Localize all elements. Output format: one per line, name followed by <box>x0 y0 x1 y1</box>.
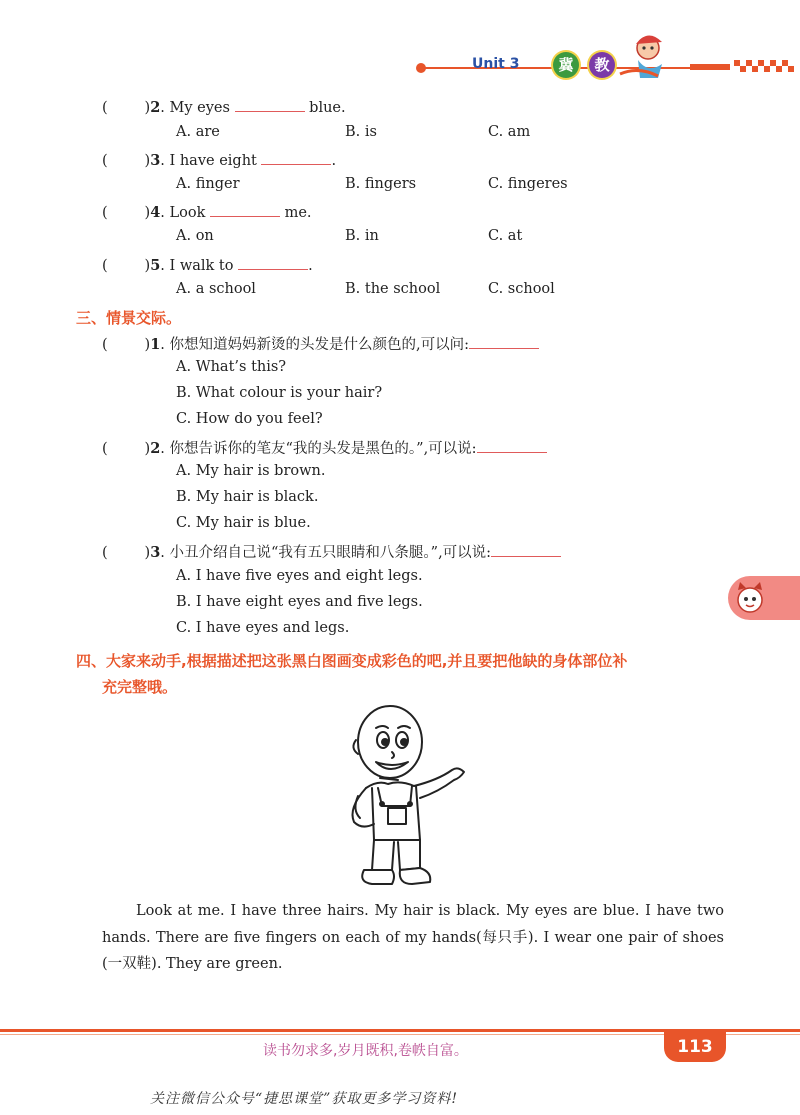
cat-face-icon <box>728 576 772 620</box>
option-b[interactable]: B. fingers <box>345 176 417 192</box>
answer-blank[interactable] <box>238 255 308 270</box>
option-c[interactable]: C. school <box>488 281 555 297</box>
answer-blank[interactable] <box>477 438 547 453</box>
section-4-title: 四、大家来动手,根据描述把这张黑白图画变成彩色的吧,并且要把他缺的身体部位补 <box>76 652 628 670</box>
option-c[interactable]: C. at <box>488 228 523 244</box>
option-b[interactable]: B. in <box>345 228 379 244</box>
wechat-note: 关注微信公众号“捷思课堂”获取更多学习资料! <box>150 1091 458 1107</box>
answer-blank[interactable] <box>235 97 305 112</box>
situation-question-1: ( )1. 你想知道妈妈新烫的头发是什么颜色的,可以问: <box>102 333 539 354</box>
option-c[interactable]: C. am <box>488 124 531 140</box>
question-4: ( )4. Look me. <box>102 204 312 221</box>
option-b[interactable]: B. the school <box>345 281 441 297</box>
header-checker-pattern <box>690 60 800 78</box>
cartoon-mascot-icon <box>618 30 688 82</box>
section-3-title: 三、情景交际。 <box>76 309 182 327</box>
option-b[interactable]: B. What colour is your hair? <box>176 385 383 401</box>
option-a[interactable]: A. My hair is brown. <box>176 463 326 479</box>
option-a[interactable]: A. finger <box>176 176 240 192</box>
boy-line-drawing <box>328 700 478 895</box>
footer-motto: 读书勿求多,岁月既积,卷帙自富。 <box>263 1043 468 1059</box>
option-a[interactable]: A. on <box>176 228 214 244</box>
unit-label: Unit 3 <box>472 56 520 72</box>
option-c[interactable]: C. I have eyes and legs. <box>176 620 350 636</box>
option-b[interactable]: B. I have eight eyes and five legs. <box>176 594 423 610</box>
option-c[interactable]: C. My hair is blue. <box>176 515 311 531</box>
option-a[interactable]: A. a school <box>176 281 256 297</box>
answer-blank[interactable] <box>491 542 561 557</box>
option-b[interactable]: B. is <box>345 124 377 140</box>
answer-blank[interactable] <box>261 150 331 165</box>
option-b[interactable]: B. My hair is black. <box>176 489 319 505</box>
option-c[interactable]: C. fingeres <box>488 176 568 192</box>
ji-badge: 冀 <box>553 52 579 78</box>
section-4-title-cont: 充完整哦。 <box>102 678 178 696</box>
page-number: 113 <box>664 1032 726 1062</box>
question-3: ( )3. I have eight . <box>102 152 337 169</box>
answer-blank[interactable] <box>210 202 280 217</box>
side-tab <box>728 576 800 620</box>
question-5: ( )5. I walk to . <box>102 257 313 274</box>
option-c[interactable]: C. How do you feel? <box>176 411 323 427</box>
description-paragraph: Look at me. I have three hairs. My hair is black. My eyes are blue. I have two hands. There are five fingers on each of my hands(每只手). I wear one pair of shoes (一双鞋). They are green. <box>102 903 724 972</box>
answer-blank[interactable] <box>469 334 539 349</box>
jiao-badge: 教 <box>589 52 615 78</box>
situation-question-3: ( )3. 小丑介绍自己说“我有五只眼睛和八条腿。”,可以说: <box>102 541 561 562</box>
situation-question-2: ( )2. 你想告诉你的笔友“我的头发是黑色的。”,可以说: <box>102 437 547 458</box>
option-a[interactable]: A. I have five eyes and eight legs. <box>176 568 423 584</box>
option-a[interactable]: A. What’s this? <box>176 359 287 375</box>
question-2: ( )2. My eyes blue. <box>102 99 346 116</box>
option-a[interactable]: A. are <box>176 124 220 140</box>
